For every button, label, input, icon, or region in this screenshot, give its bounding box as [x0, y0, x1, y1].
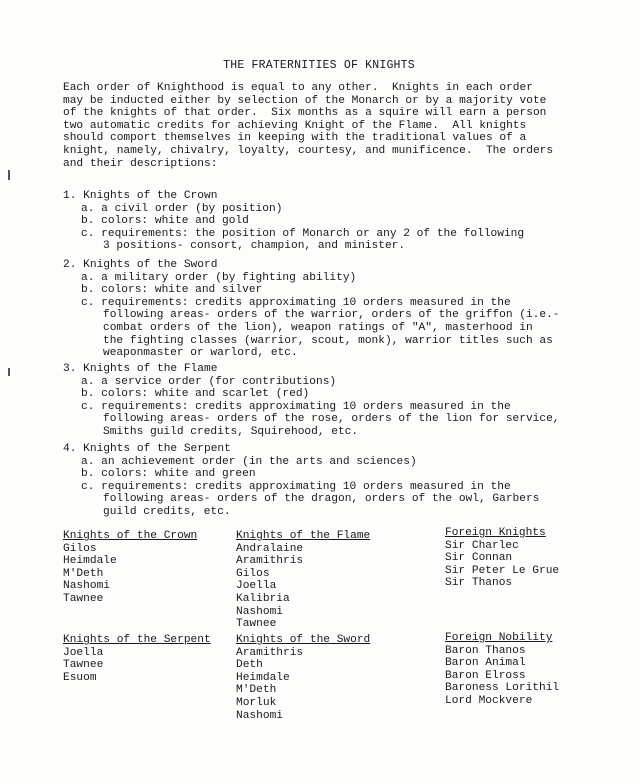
order-item: c. requirements: credits approximating 10 orders measured in the — [81, 400, 511, 413]
order-item: a. an achievement order (in the arts and sciences) — [81, 455, 417, 468]
roster-name: Sir Thanos — [445, 577, 513, 590]
roster-knights-of-the-flame — [236, 530, 370, 631]
roster-name: Baron Elross — [445, 669, 526, 682]
roster-foreign-knights — [445, 527, 559, 590]
order-item: a. a civil order (by position) — [81, 202, 283, 215]
order-item-continuation: guild credits, etc. — [103, 505, 231, 518]
roster-name: Aramithris — [236, 646, 304, 659]
order-item-continuation: weaponmaster or warlord, etc. — [103, 347, 298, 360]
roster-name: Nashomi — [63, 580, 110, 593]
roster-name: Gilos — [63, 542, 97, 555]
roster-name: Baroness Lorithil — [445, 682, 560, 695]
roster-name: Sir Peter Le Grue — [445, 564, 560, 577]
roster-name: Deth — [236, 659, 263, 672]
order-item-continuation: combat orders of the lion), weapon ratings of "A", masterhood in — [103, 321, 533, 334]
roster-heading: Foreign Knights — [445, 527, 546, 539]
roster-name: Tawnee — [63, 592, 104, 605]
order-knights-of-the-crown — [63, 190, 593, 253]
order-item-continuation: following areas- orders of the warrior, orders of the griffon (i.e.- — [103, 309, 560, 322]
roster-name: Andralaine — [236, 542, 304, 555]
intro-line: of the knights of that order. Six months as a squire will earn a person — [63, 107, 547, 120]
roster-name: M'Deth — [63, 567, 104, 580]
order-item: b. colors: white and silver — [81, 284, 263, 297]
roster-foreign-nobility — [445, 632, 559, 708]
roster-name: Tawnee — [236, 618, 277, 631]
order-item-continuation: following areas- orders of the rose, orders of the lion for service, — [103, 413, 560, 426]
roster-name: Morluk — [236, 696, 277, 709]
order-heading: 3. Knights of the Flame — [63, 363, 218, 375]
roster-heading: Knights of the Sword — [236, 634, 371, 646]
margin-mark — [8, 170, 10, 180]
order-knights-of-the-flame — [63, 363, 593, 439]
order-heading: 4. Knights of the Serpent — [63, 443, 231, 455]
roster-name: Tawnee — [63, 659, 104, 672]
roster-heading: Knights of the Serpent — [63, 634, 211, 646]
roster-name: Nashomi — [236, 605, 283, 618]
order-item: c. requirements: the position of Monarch or any 2 of the following — [81, 227, 525, 240]
roster-name: Gilos — [236, 567, 270, 580]
roster-name: Baron Thanos — [445, 644, 526, 657]
order-item-continuation: Smiths guild credits, Squirehood, etc. — [103, 425, 359, 438]
roster-name: Sir Charlec — [445, 539, 519, 552]
order-item-continuation: 3 positions- consort, champion, and minister. — [103, 240, 406, 253]
intro-paragraph — [63, 82, 583, 170]
roster-name: Aramithris — [236, 555, 304, 568]
order-item: a. a military order (by fighting ability) — [81, 271, 357, 284]
roster-name: Esuom — [63, 671, 97, 684]
order-item: c. requirements: credits approximating 10 orders measured in the — [81, 480, 511, 493]
margin-mark — [8, 368, 10, 376]
intro-line: should comport themselves in keeping with the traditional values of a — [63, 132, 527, 145]
roster-name: Nashomi — [236, 709, 283, 722]
order-item: c. requirements: credits approximating 10 orders measured in the — [81, 296, 511, 309]
order-knights-of-the-sword — [63, 259, 593, 360]
document-title: THE FRATERNITIES OF KNIGHTS — [223, 59, 415, 72]
intro-line: may be inducted either by selection of the Monarch or by a majority vote — [63, 94, 547, 107]
roster-knights-of-the-crown — [63, 530, 197, 606]
roster-name: M'Deth — [236, 684, 277, 697]
order-heading: 1. Knights of the Crown — [63, 190, 218, 202]
order-item: b. colors: white and green — [81, 468, 256, 481]
order-item-continuation: the fighting classes (warrior, scout, monk), warrior titles such as — [103, 334, 553, 347]
order-knights-of-the-serpent — [63, 443, 593, 519]
order-item: b. colors: white and gold — [81, 215, 249, 228]
roster-knights-of-the-serpent — [63, 634, 211, 684]
roster-heading: Knights of the Flame — [236, 530, 371, 542]
intro-line: knight, namely, chivalry, loyalty, courtesy, and munificence. The orders — [63, 144, 554, 157]
intro-line: two automatic credits for achieving Knight of the Flame. All knights — [63, 119, 527, 132]
order-item: b. colors: white and scarlet (red) — [81, 388, 310, 401]
roster-name: Baron Animal — [445, 657, 526, 670]
roster-name: Lord Mockvere — [445, 694, 533, 707]
order-item-continuation: following areas- orders of the dragon, orders of the owl, Garbers — [103, 493, 540, 506]
roster-name: Sir Connan — [445, 552, 513, 565]
intro-line: and their descriptions: — [63, 157, 218, 170]
order-heading: 2. Knights of the Sword — [63, 259, 218, 271]
roster-name: Heimdale — [236, 671, 290, 684]
roster-name: Heimdale — [63, 555, 117, 568]
roster-knights-of-the-sword — [236, 634, 370, 722]
roster-name: Joella — [236, 580, 277, 593]
roster-heading: Knights of the Crown — [63, 530, 198, 542]
roster-name: Joella — [63, 646, 104, 659]
order-item: a. a service order (for contributions) — [81, 375, 337, 388]
intro-line: Each order of Knighthood is equal to any other. Knights in each order — [63, 82, 533, 94]
roster-heading: Foreign Nobility — [445, 632, 553, 644]
roster-name: Kalibria — [236, 592, 290, 605]
